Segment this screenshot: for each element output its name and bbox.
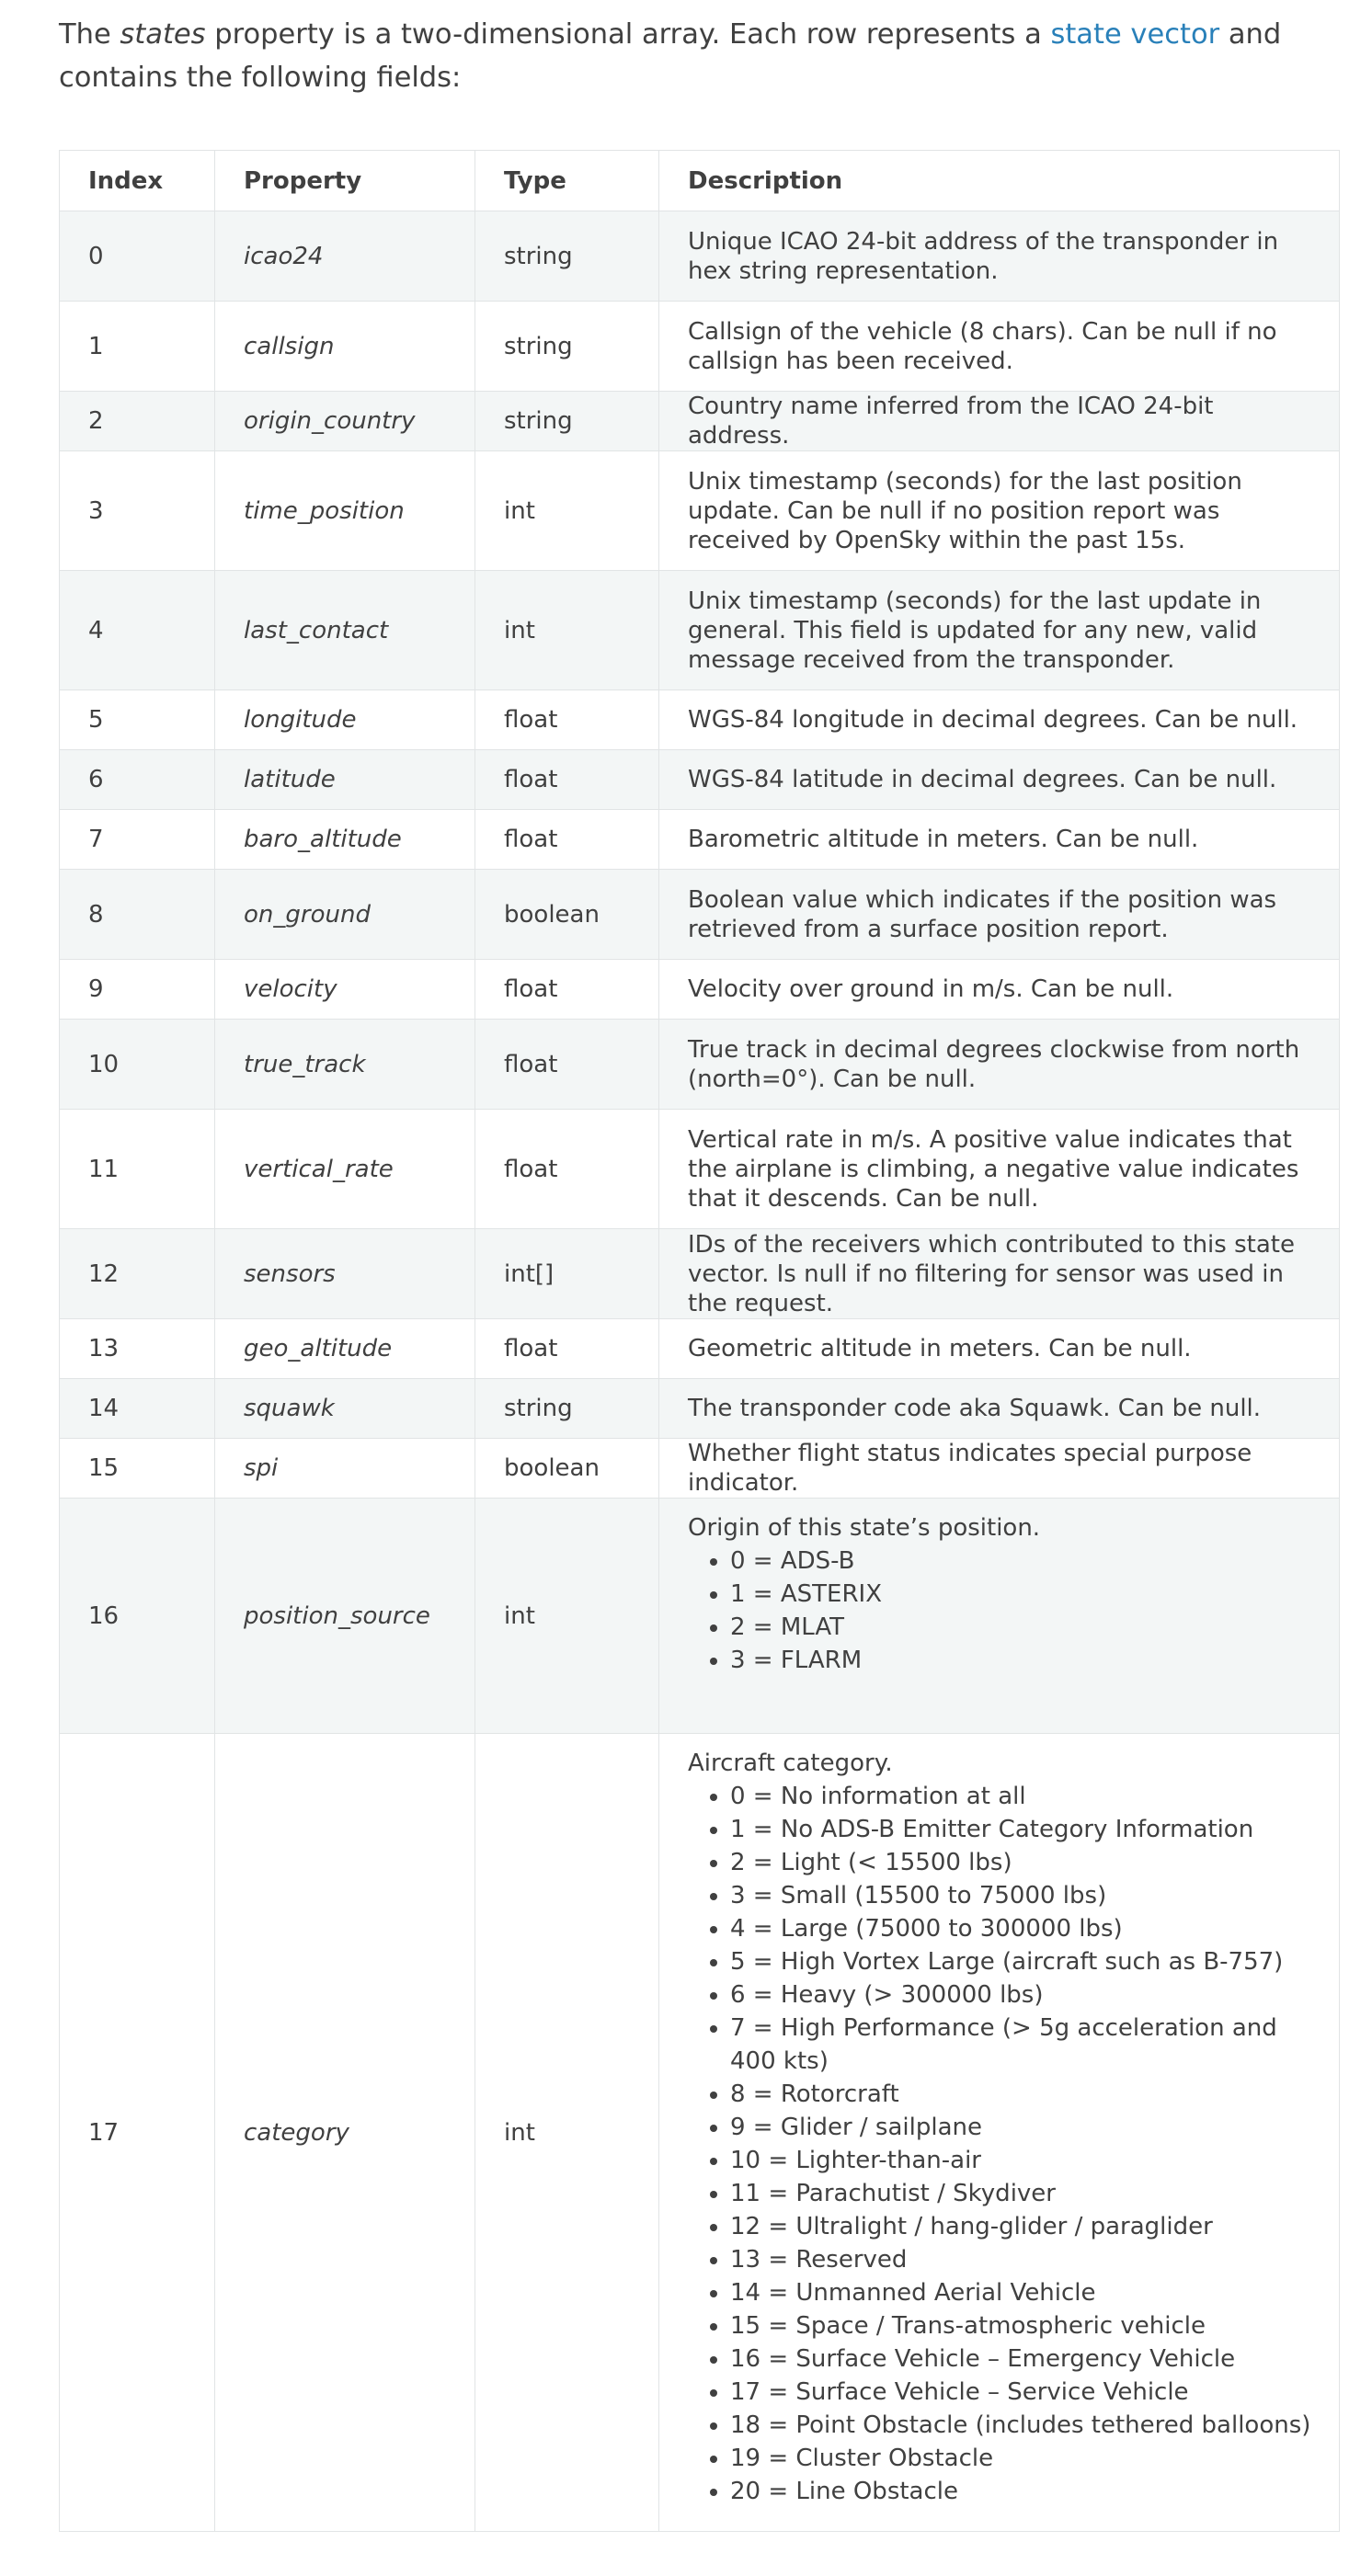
cell-type: float [475,960,659,1020]
cell-type: int [475,1734,659,2532]
table-row [60,1229,1340,1319]
table-row [60,1379,1340,1439]
enum-list [688,1780,1311,2508]
table-row [60,810,1340,870]
cell-property: category [215,1734,475,2532]
table-row [60,211,1340,302]
table-row [60,1439,1340,1499]
cell-index: 1 [60,302,215,392]
cell-description: Vertical rate in m/s. A positive value indicates that the airplane is climbing, a negative value indicates that it descends. Can be null. [659,1110,1340,1229]
cell-type: boolean [475,870,659,960]
enum-list-item: 20 = Line Obstacle [710,2475,1311,2508]
cell-index: 15 [60,1439,215,1499]
enum-list-item: 3 = FLARM [710,1644,1311,1677]
enum-list-item: 1 = ASTERIX [710,1578,1311,1611]
cell-description: IDs of the receivers which contributed to this state vector. Is null if no filtering for sensor was used in the request. [659,1229,1340,1319]
cell-type: string [475,302,659,392]
cell-index: 2 [60,392,215,451]
cell-type: boolean [475,1439,659,1499]
table-row [60,392,1340,451]
cell-index: 10 [60,1020,215,1110]
enum-list-item: 18 = Point Obstacle (includes tethered balloons) [710,2409,1311,2442]
cell-type: float [475,1110,659,1229]
enum-list-item: 14 = Unmanned Aerial Vehicle [710,2276,1311,2309]
cell-description: Whether flight status indicates special purpose indicator. [659,1439,1340,1499]
cell-index: 11 [60,1110,215,1229]
cell-description: Velocity over ground in m/s. Can be null. [659,960,1340,1020]
enum-list-item: 8 = Rotorcraft [710,2078,1311,2111]
cell-index: 8 [60,870,215,960]
cell-index: 3 [60,451,215,571]
enum-list-item: 12 = Ultralight / hang-glider / paraglider [710,2210,1311,2243]
cell-type: int[] [475,1229,659,1319]
cell-property: on_ground [215,870,475,960]
header-index: Index [60,151,215,211]
header-property: Property [215,151,475,211]
cell-index: 0 [60,211,215,302]
cell-index: 4 [60,571,215,690]
enum-list-item: 17 = Surface Vehicle – Service Vehicle [710,2376,1311,2409]
description-lead: Origin of this state’s position. [688,1514,1041,1542]
enum-list-item: 0 = ADS-B [710,1544,1311,1578]
cell-description: WGS-84 longitude in decimal degrees. Can be null. [659,690,1340,750]
intro-text-middle: property is a two-dimensional array. Each row represents a [205,18,1051,51]
cell-type: string [475,1379,659,1439]
cell-type: float [475,690,659,750]
enum-list-item: 19 = Cluster Obstacle [710,2442,1311,2475]
cell-index: 13 [60,1319,215,1379]
enum-list-item: 4 = Large (75000 to 300000 lbs) [710,1912,1311,1945]
cell-property: geo_altitude [215,1319,475,1379]
cell-type: float [475,1020,659,1110]
table-body [60,211,1340,2532]
enum-list-item: 0 = No information at all [710,1780,1311,1813]
table-row [60,451,1340,571]
cell-property: last_contact [215,571,475,690]
enum-list-item: 13 = Reserved [710,2243,1311,2276]
table-row [60,1319,1340,1379]
enum-list-item: 1 = No ADS-B Emitter Category Information [710,1813,1311,1846]
cell-property: latitude [215,750,475,810]
enum-list-item: 6 = Heavy (> 300000 lbs) [710,1978,1311,2012]
intro-states-emphasis: states [120,18,206,51]
table-row [60,870,1340,960]
cell-property: vertical_rate [215,1110,475,1229]
enum-list-item: 16 = Surface Vehicle – Emergency Vehicle [710,2342,1311,2376]
table-row [60,960,1340,1020]
table-row [60,1020,1340,1110]
cell-property: longitude [215,690,475,750]
enum-list-item: 10 = Lighter-than-air [710,2144,1311,2177]
cell-index: 17 [60,1734,215,2532]
cell-property: squawk [215,1379,475,1439]
cell-property: baro_altitude [215,810,475,870]
enum-list-item: 5 = High Vortex Large (aircraft such as B-757) [710,1945,1311,1978]
cell-property: icao24 [215,211,475,302]
table-row [60,1734,1340,2532]
cell-index: 6 [60,750,215,810]
cell-property: callsign [215,302,475,392]
cell-index: 12 [60,1229,215,1319]
cell-description: Unix timestamp (seconds) for the last position update. Can be null if no position report was received by OpenSky within the past 15s. [659,451,1340,571]
intro-text-after: and contains the following fields: [59,18,1282,94]
cell-type: float [475,1319,659,1379]
cell-description: Country name inferred from the ICAO 24-bit address. [659,392,1340,451]
cell-description [659,1499,1340,1734]
enum-list-item: 2 = Light (< 15500 lbs) [710,1846,1311,1879]
enum-list [688,1544,1311,1677]
cell-type: int [475,1499,659,1734]
table-row [60,750,1340,810]
state-vector-fields-table [59,150,1340,2532]
cell-property: velocity [215,960,475,1020]
cell-index: 7 [60,810,215,870]
intro-paragraph [59,13,1346,99]
cell-type: float [475,810,659,870]
enum-list-item: 9 = Glider / sailplane [710,2111,1311,2144]
table-header-row [60,151,1340,211]
cell-index: 5 [60,690,215,750]
cell-description [659,1734,1340,2532]
header-description: Description [659,151,1340,211]
cell-description: Barometric altitude in meters. Can be null. [659,810,1340,870]
cell-description: The transponder code aka Squawk. Can be null. [659,1379,1340,1439]
cell-index: 16 [60,1499,215,1734]
table-row [60,690,1340,750]
cell-property: spi [215,1439,475,1499]
cell-description: Unix timestamp (seconds) for the last update in general. This field is updated for any new, valid message received from the transponder. [659,571,1340,690]
description-lead: Aircraft category. [688,1750,893,1777]
enum-list-item: 15 = Space / Trans-atmospheric vehicle [710,2309,1311,2342]
cell-property: origin_country [215,392,475,451]
header-type: Type [475,151,659,211]
intro-text-before: The [59,18,120,51]
table-row [60,571,1340,690]
cell-type: string [475,211,659,302]
cell-property: sensors [215,1229,475,1319]
cell-description: True track in decimal degrees clockwise from north (north=0°). Can be null. [659,1020,1340,1110]
cell-index: 9 [60,960,215,1020]
table-row [60,302,1340,392]
cell-description: Geometric altitude in meters. Can be null. [659,1319,1340,1379]
enum-list-item: 3 = Small (15500 to 75000 lbs) [710,1879,1311,1912]
cell-description: Boolean value which indicates if the position was retrieved from a surface position report. [659,870,1340,960]
enum-list-item: 2 = MLAT [710,1611,1311,1644]
cell-description: Unique ICAO 24-bit address of the transponder in hex string representation. [659,211,1340,302]
table-row [60,1110,1340,1229]
cell-property: position_source [215,1499,475,1734]
cell-description: Callsign of the vehicle (8 chars). Can be null if no callsign has been received. [659,302,1340,392]
enum-list-item: 11 = Parachutist / Skydiver [710,2177,1311,2210]
table-row [60,1499,1340,1734]
cell-type: int [475,571,659,690]
cell-property: true_track [215,1020,475,1110]
cell-type: string [475,392,659,451]
cell-type: int [475,451,659,571]
enum-list-item: 7 = High Performance (> 5g acceleration and 400 kts) [710,2012,1311,2078]
cell-property: time_position [215,451,475,571]
cell-type: float [475,750,659,810]
cell-description: WGS-84 latitude in decimal degrees. Can be null. [659,750,1340,810]
cell-index: 14 [60,1379,215,1439]
state-vector-link[interactable]: state vector [1050,18,1220,51]
